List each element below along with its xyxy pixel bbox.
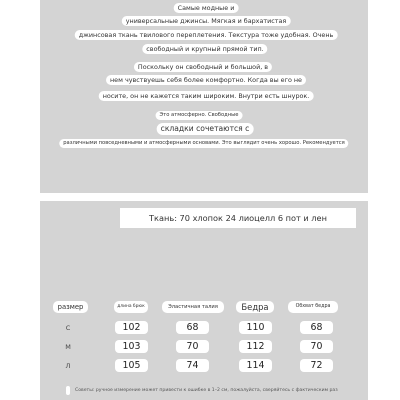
table-cell: 70 [300, 340, 333, 353]
table-cell: 74 [176, 359, 209, 372]
description-line: Это атмосферно. Свободные [156, 111, 243, 120]
description-line: джинсовая ткань твилового переплетения. Текстура тоже удобная. Очень [75, 30, 338, 40]
description-line: Поскольку он свободный и большой, в [134, 62, 272, 72]
table-cell: 102 [115, 321, 148, 334]
table-cell: 103 [115, 340, 148, 353]
description-line: различными повседневными и атмосферными основами. Это выглядит очень хорошо. Рекомендуется [59, 139, 348, 148]
table-cell: 105 [115, 359, 148, 372]
fabric-composition: Ткань: 70 хлопок 24 лиоцелл 6 пот и лен [120, 208, 356, 228]
header-size: размер [53, 301, 88, 313]
measurement-note: Советы: ручное измерение может привести к ошибке в 1–2 см, пожалуйста, сверяйтесь с фактическим раз [75, 388, 338, 393]
description-line: универсальные джинсы. Мягкая и бархатистая [122, 16, 291, 26]
header-trouser-length: длина брюк [114, 301, 148, 313]
header-hip-girth: Обхват бедра [288, 301, 338, 313]
description-line: нем чувствуешь себя более комфортно. Когда вы его не [106, 75, 306, 85]
table-cell: 72 [300, 359, 333, 372]
table-cell: 114 [239, 359, 272, 372]
table-cell: 70 [176, 340, 209, 353]
table-cell: 112 [239, 340, 272, 353]
description-line: Самые модные и [174, 3, 239, 13]
size-label: С [65, 324, 71, 332]
description-line: складки сочетаются с [157, 123, 254, 135]
table-cell: 68 [300, 321, 333, 334]
note-marker [66, 386, 70, 395]
description-line: свободный и крупный прямой тип. [142, 44, 267, 54]
size-label: М [65, 343, 71, 351]
header-hips: Бедра [236, 301, 274, 313]
page-margin [368, 0, 400, 400]
table-cell: 110 [239, 321, 272, 334]
size-label: Л [65, 362, 71, 370]
header-elastic-waist: Эластичная талия [162, 301, 224, 313]
description-line: носите, он не кажется таким широким. Внутри есть шнурок. [99, 91, 314, 101]
table-cell: 68 [176, 321, 209, 334]
